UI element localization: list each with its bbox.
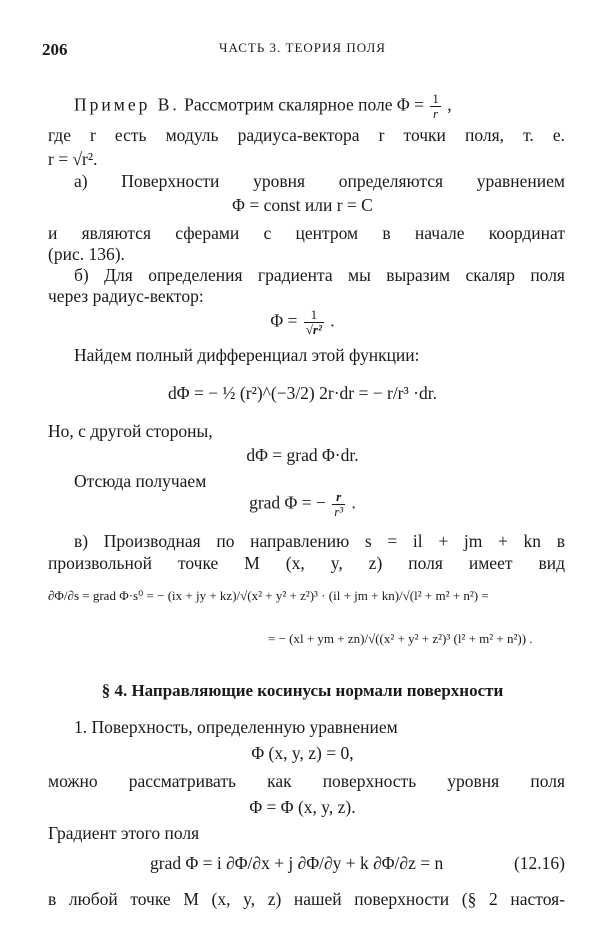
period: .: [330, 310, 335, 331]
text-line: Но, с другой стороны,: [48, 421, 213, 441]
formula-level-field: Φ = Φ (x, y, z).: [249, 797, 356, 817]
text-line: можно рассматривать как поверхность уровня поля: [48, 771, 565, 791]
fraction-denominator: r³: [334, 504, 344, 519]
formula-differential: dΦ = − ½ (r²)^(−3/2) 2r·dr = − r/r³ ·dr.: [168, 383, 437, 403]
fraction-1-over-root: [304, 308, 324, 337]
text-line: Найдем полный дифференциал этой функции:: [74, 345, 420, 365]
page-header: [42, 40, 563, 60]
example-label: Пример В.: [74, 94, 180, 115]
text-line: где r есть модуль радиуса-вектора r точки поля, т. е.: [48, 125, 565, 145]
formula-phi-vector: [40, 308, 565, 337]
formula-surface: Φ (x, y, z) = 0,: [251, 743, 354, 763]
period: .: [351, 492, 356, 513]
formula-level-surface: Φ = const или r = C: [232, 195, 373, 215]
text-line: а) Поверхности уровня определяются уравнением: [74, 171, 565, 191]
running-head: ЧАСТЬ 3. ТЕОРИЯ ПОЛЯ: [219, 40, 386, 55]
example-intro-line: [74, 92, 565, 121]
formula-body: grad Φ = i ∂Φ/∂x + j ∂Φ/∂y + k ∂Φ/∂z = n: [150, 853, 444, 873]
formula-grad-normal: [150, 852, 565, 874]
fraction-numerator: 1: [432, 91, 439, 106]
page-number: 206: [42, 40, 68, 59]
text-line: б) Для определения градиента мы выразим скаляр поля: [74, 265, 565, 285]
text-line: в) Производная по направлению s = il + jm + kn в: [74, 531, 565, 551]
fraction-r-over-r3: [332, 490, 345, 519]
fraction-denominator: √r²: [305, 322, 322, 337]
formula-dphi-grad: dΦ = grad Φ·dr.: [246, 445, 359, 465]
formula-lhs: Φ =: [270, 310, 298, 331]
formula-r-modulus: r = √r².: [48, 149, 98, 169]
formula-directional-derivative: ∂Φ/∂s = grad Φ·s⁰ = − (ix + jy + kz)/√(x² + y² + z²)³ · (il + jm + kn)/√(l² + m² + n²) =: [48, 588, 489, 603]
text-line: Градиент этого поля: [48, 823, 200, 843]
formula-grad-result: [40, 490, 565, 519]
text-line: 1. Поверхность, определенную уравнением: [74, 717, 398, 737]
section-title: § 4. Направляющие косинусы нормали поверхности: [101, 681, 504, 700]
example-intro-text: Рассмотрим скалярное поле Φ =: [184, 94, 424, 115]
text-line: в любой точке M (x, y, z) нашей поверхности (§ 2 настоя-: [48, 889, 565, 909]
text-line: Отсюда получаем: [74, 471, 207, 491]
formula-lhs: grad Φ = −: [249, 492, 326, 513]
formula-directional-derivative-cont: = − (xl + ym + zn)/√((x² + y² + z²)³ (l² + m² + n²)) .: [268, 631, 533, 646]
fraction-numerator: r: [332, 490, 345, 505]
fraction-numerator: 1: [304, 308, 324, 323]
fraction-1-over-r: [430, 92, 441, 121]
equation-number: (12.16): [513, 853, 565, 873]
text-line: произвольной точке M (x, y, z) поля имеет вид: [48, 553, 565, 573]
text-line: и являются сферами с центром в начале координат: [48, 223, 565, 243]
comma: ,: [447, 94, 452, 115]
fraction-denominator: r: [433, 106, 439, 121]
text-line: (рис. 136).: [48, 244, 125, 264]
text-line: через радиус-вектор:: [48, 286, 204, 306]
